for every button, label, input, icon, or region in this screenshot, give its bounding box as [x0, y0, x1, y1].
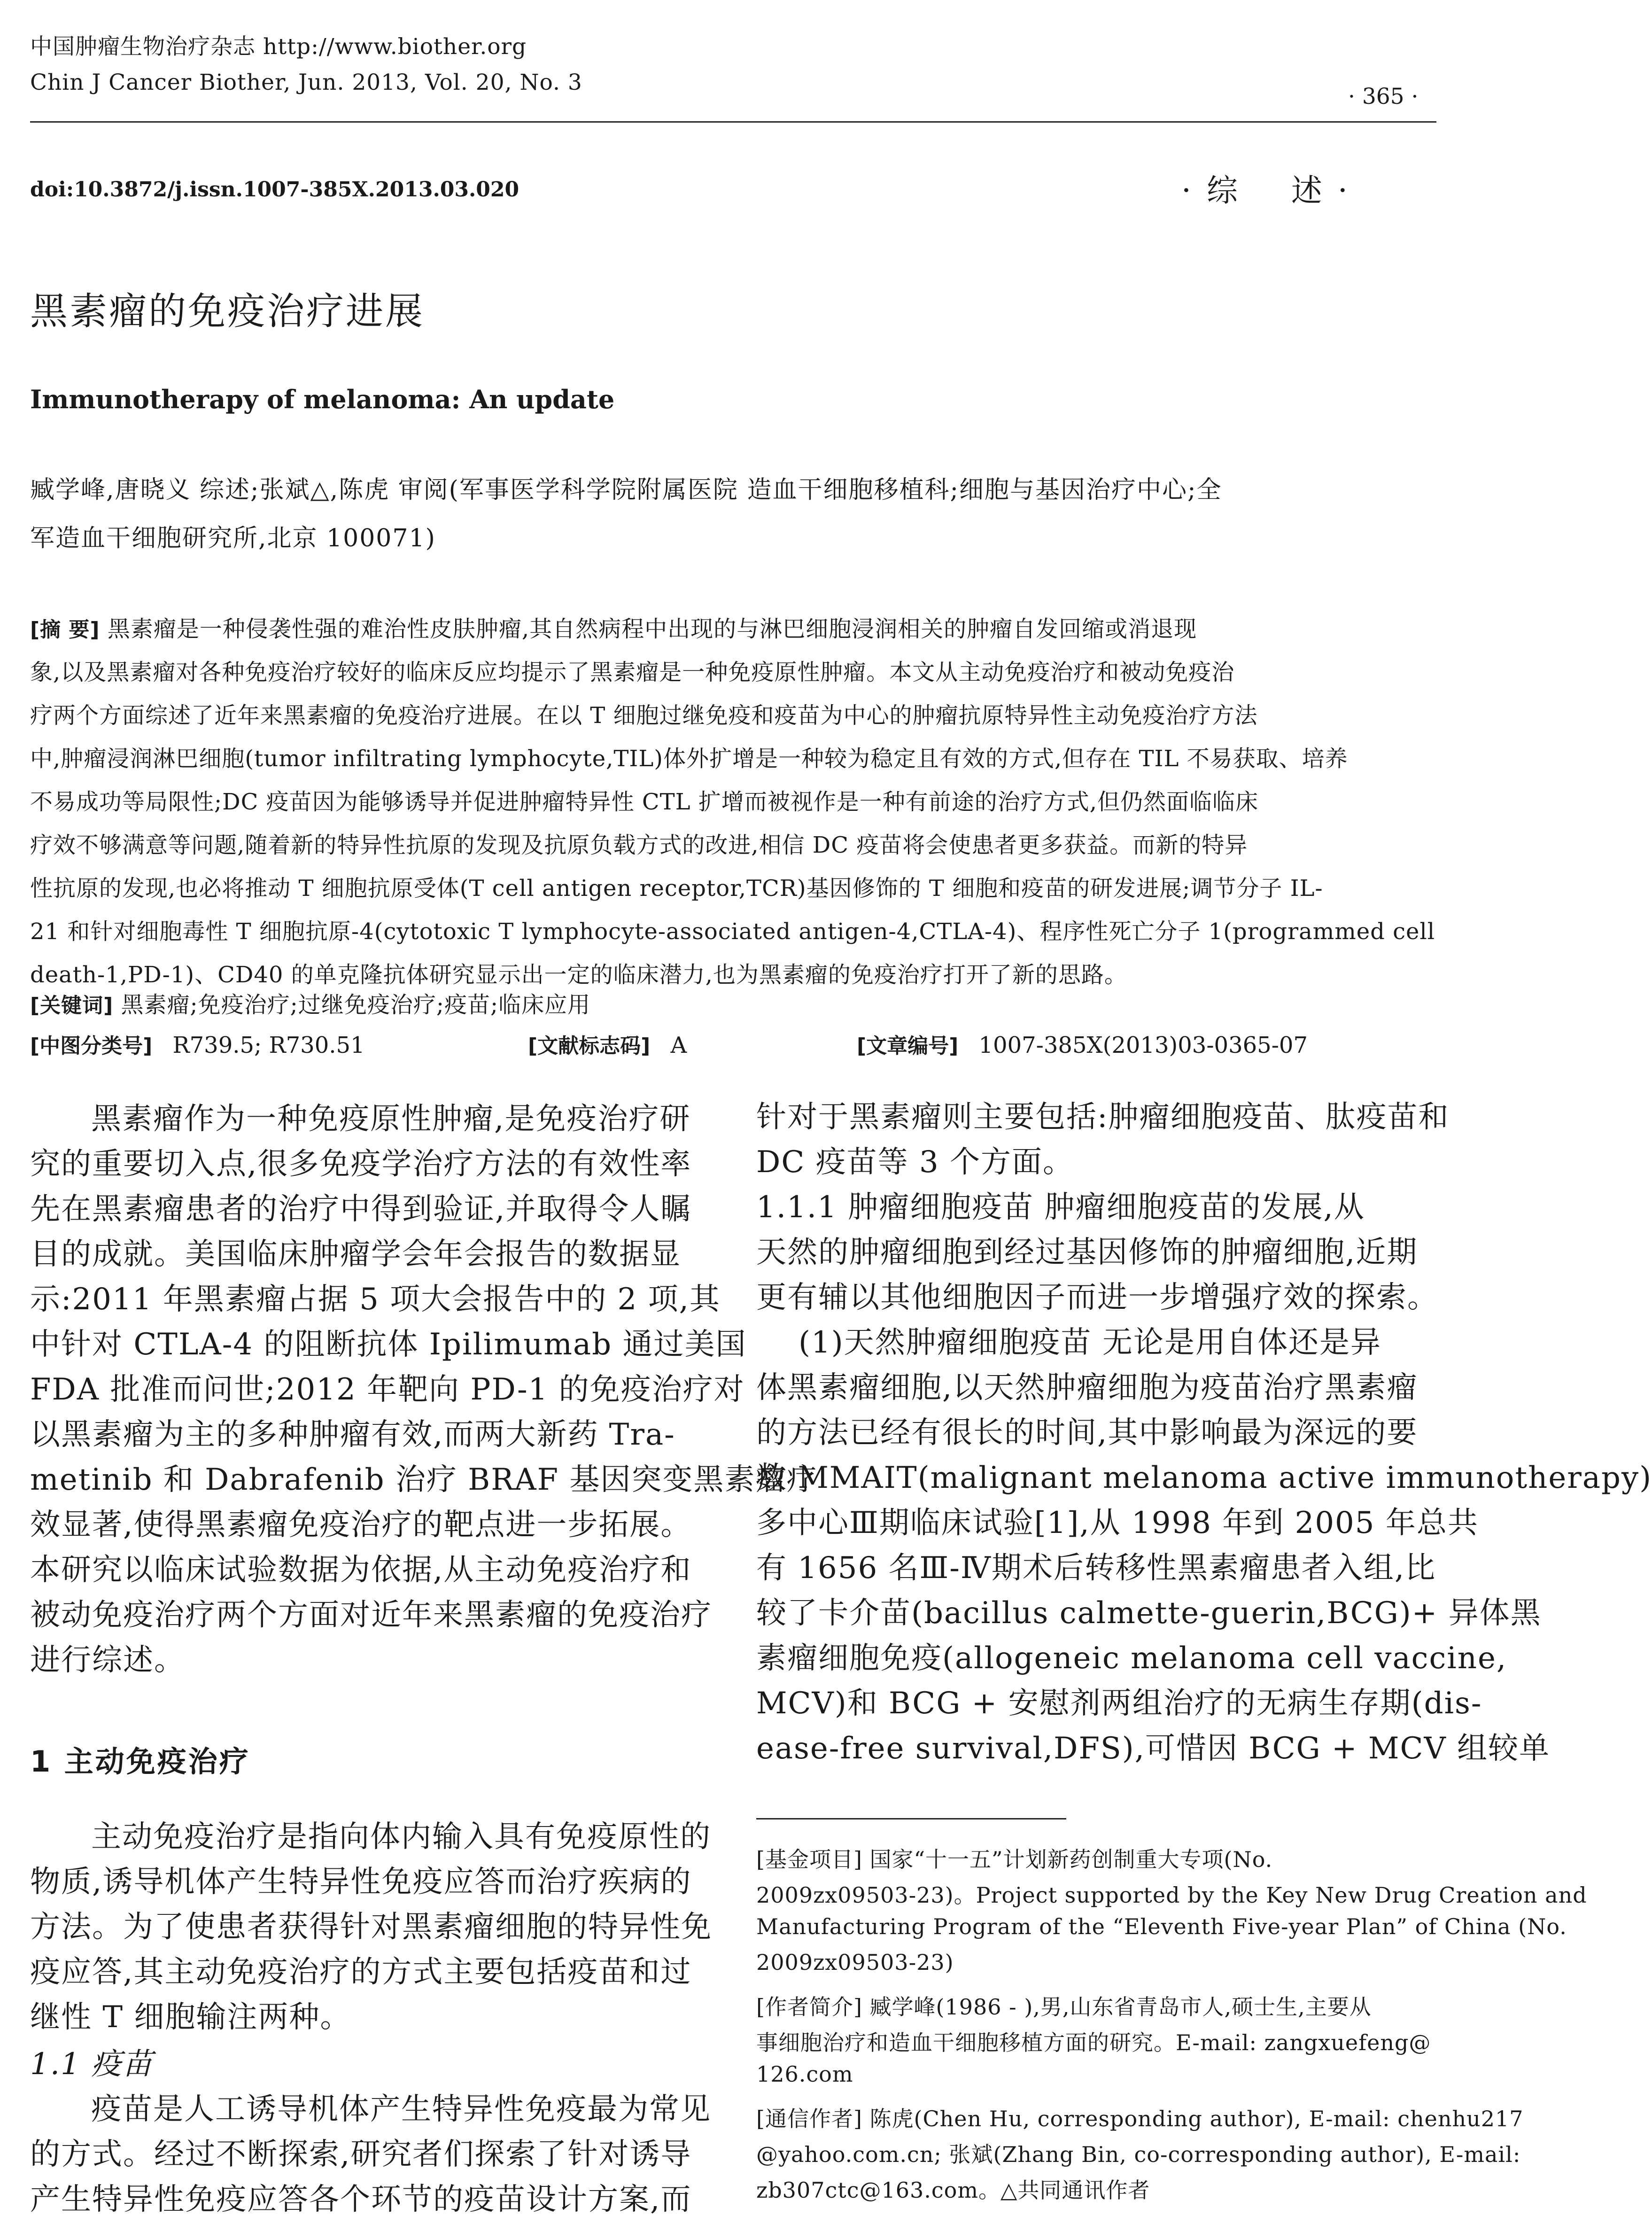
body-line: 素瘤细胞免疫(allogeneic melanoma cell vaccine,: [756, 1641, 1507, 1676]
body-line: 疫苗是人工诱导机体产生特异性免疫最为常见: [91, 2092, 711, 2127]
abstract-line: 不易成功等局限性;DC 疫苗因为能够诱导并促进肿瘤特异性 CTL 扩增而被视作是一种有前途的治疗方式,但仍然面临临床: [30, 789, 1259, 815]
subsection-line: 1.1.1 肿瘤细胞疫苗 肿瘤细胞疫苗的发展,从: [756, 1190, 1365, 1225]
body-line: 示:2011 年黑素瘤占据 5 项大会报告中的 2 项,其: [30, 1282, 721, 1317]
journal-citation-en: Chin J Cancer Biother, Jun. 2013, Vol. 20, No. 3: [30, 70, 582, 95]
body-line: 针对于黑素瘤则主要包括:肿瘤细胞疫苗、肽疫苗和: [756, 1100, 1450, 1135]
section-heading-1: 1 主动免疫治疗: [30, 1744, 250, 1779]
abstract-line: 性抗原的发现,也必将推动 T 细胞抗原受体(T cell antigen receptor,TCR)基因修饰的 T 细胞和疫苗的研发进展;调节分子 IL-: [30, 875, 1323, 902]
footnote-line: 126.com: [756, 2061, 853, 2087]
body-line: 究的重要切入点,很多免疫学治疗方法的有效性率: [30, 1147, 692, 1182]
footnote-line: zb307ctc@163.com。△共同通讯作者: [756, 2177, 1150, 2203]
body-line: DC 疫苗等 3 个方面。: [756, 1145, 1074, 1180]
body-line: 数 MMAIT(malignant melanoma active immunotherapy): [756, 1461, 1652, 1495]
abstract-line: 疗效不够满意等问题,随着新的特异性抗原的发现及抗原负载方式的改进,相信 DC 疫苗将会使患者更多获益。而新的特异: [30, 832, 1248, 858]
footnote-line: [通信作者] 陈虎(Chen Hu, corresponding author), E-mail: chenhu217: [756, 2106, 1524, 2131]
body-line: 继性 T 细胞输注两种。: [30, 2000, 351, 2035]
abstract-tag: [摘 要]: [30, 618, 100, 642]
abstract-line: 象,以及黑素瘤对各种免疫治疗较好的临床反应均提示了黑素瘤是一种免疫原性肿瘤。本文从主动免疫治疗和被动免疫治: [30, 659, 1235, 685]
body-line: 疫应答,其主动免疫治疗的方式主要包括疫苗和过: [30, 1955, 692, 1990]
body-line: 主动免疫治疗是指向体内输入具有免疫原性的: [91, 1819, 711, 1854]
section-heading-1-1: 1.1 疫苗: [30, 2047, 154, 2082]
body-line: (1)天然肿瘤细胞疫苗 无论是用自体还是异: [799, 1325, 1381, 1360]
footnote-line: 事细胞治疗和造血干细胞移植方面的研究。E-mail: zangxuefeng@: [756, 2030, 1431, 2055]
footnote-line: [基金项目] 国家“十一五”计划新药创制重大专项(No.: [756, 1847, 1273, 1872]
body-line: 更有辅以其他细胞因子而进一步增强疗效的探索。: [756, 1280, 1438, 1315]
body-line: 方法。为了使患者获得针对黑素瘤细胞的特异性免: [30, 1910, 712, 1944]
footnote-line: @yahoo.com.cn; 张斌(Zhang Bin, co-corresponding author), E-mail:: [756, 2142, 1521, 2167]
article-number-group: [857, 1029, 1308, 1059]
body-line: metinib 和 Dabrafenib 治疗 BRAF 基因突变黑素瘤疗: [30, 1462, 818, 1497]
body-line: MCV)和 BCG + 安慰剂两组治疗的无病生存期(dis-: [756, 1686, 1482, 1721]
abstract-line: 疗两个方面综述了近年来黑素瘤的免疫治疗进展。在以 T 细胞过继免疫和疫苗为中心的肿瘤抗原特异性主动免疫治疗方法: [30, 702, 1258, 729]
footnote-line: Manufacturing Program of the “Eleventh Five-year Plan” of China (No.: [756, 1914, 1567, 1939]
keywords-tag: [关键词]: [30, 994, 114, 1018]
body-line: 效显著,使得黑素瘤免疫治疗的靶点进一步拓展。: [30, 1508, 692, 1542]
body-line: 天然的肿瘤细胞到经过基因修饰的肿瘤细胞,近期: [756, 1235, 1418, 1270]
abstract-line: 21 和针对细胞毒性 T 细胞抗原-4(cytotoxic T lymphocyte-associated antigen-4,CTLA-4)、程序性死亡分子 1(programmed cell: [30, 918, 1435, 945]
abstract-text: 黑素瘤是一种侵袭性强的难治性皮肤肿瘤,其自然病程中出现的与淋巴细胞浸润相关的肿瘤自发回缩或消退现: [107, 616, 1197, 642]
abstract-line: [30, 611, 1197, 643]
article-number-tag: [文章编号]: [857, 1034, 959, 1058]
keywords: [30, 987, 590, 1019]
footnote-line: 2009zx09503-23)。Project supported by the Key New Drug Creation and: [756, 1882, 1587, 1908]
body-line: 物质,诱导机体产生特异性免疫应答而治疗疾病的: [30, 1865, 692, 1899]
clc-tag: [中图分类号]: [30, 1034, 153, 1058]
body-line: 产生特异性免疫应答各个环节的疫苗设计方案,而: [30, 2182, 692, 2217]
body-line: 以黑素瘤为主的多种肿瘤有效,而两大新药 Tra-: [30, 1417, 675, 1452]
body-line: 的方法已经有很长的时间,其中影响最为深远的要: [756, 1415, 1418, 1450]
page-number: · 365 ·: [1348, 84, 1419, 109]
body-line: 中针对 CTLA-4 的阻断抗体 Ipilimumab 通过美国: [30, 1327, 747, 1362]
section-tag: · 综 述 ·: [1181, 172, 1350, 209]
body-line: 黑素瘤作为一种免疫原性肿瘤,是免疫治疗研: [91, 1102, 691, 1136]
abstract-line: death-1,PD-1)、CD40 的单克隆抗体研究显示出一定的临床潜力,也为黑素瘤的免疫治疗打开了新的思路。: [30, 962, 1127, 988]
footnote-line: 2009zx09503-23): [756, 1950, 954, 1975]
journal-name-zh: 中国肿瘤生物治疗杂志 http://www.biother.org: [30, 34, 527, 60]
body-line: ease-free survival,DFS),可惜因 BCG + MCV 组较单: [756, 1731, 1551, 1766]
doc-code-value: A: [670, 1032, 687, 1058]
body-line: 多中心Ⅲ期临床试验[1],从 1998 年到 2005 年总共: [756, 1506, 1479, 1540]
body-line: 先在黑素瘤患者的治疗中得到验证,并取得令人瞩: [30, 1192, 692, 1227]
article-title-en: Immunotherapy of melanoma: An update: [30, 384, 615, 414]
article-title-zh: 黑素瘤的免疫治疗进展: [30, 289, 425, 333]
header-divider: [30, 121, 1436, 123]
footnote-divider: [756, 1818, 1066, 1819]
body-line: 进行综述。: [30, 1643, 185, 1678]
authors-line: 军造血干细胞研究所,北京 100071): [30, 524, 436, 552]
body-line: 的方式。经过不断探索,研究者们探索了针对诱导: [30, 2137, 692, 2172]
authors-line: 臧学峰,唐晓义 综述;张斌△,陈虎 审阅(军事医学科学院附属医院 造血干细胞移植科;细胞与基因治疗中心;全: [30, 476, 1222, 504]
body-line: 体黑素瘤细胞,以天然肿瘤细胞为疫苗治疗黑素瘤: [756, 1370, 1418, 1405]
body-line: 被动免疫治疗两个方面对近年来黑素瘤的免疫治疗: [30, 1598, 712, 1633]
footnote-line: [作者简介] 臧学峰(1986 - ),男,山东省青岛市人,硕士生,主要从: [756, 1994, 1372, 2020]
doc-code-group: [528, 1029, 687, 1059]
body-line: FDA 批准而问世;2012 年靶向 PD-1 的免疫治疗对: [30, 1372, 745, 1407]
clc-group: [30, 1029, 365, 1059]
body-line: 较了卡介苗(bacillus calmette-guerin,BCG)+ 异体黑: [756, 1596, 1542, 1631]
keywords-text: 黑素瘤;免疫治疗;过继免疫治疗;疫苗;临床应用: [121, 992, 591, 1018]
article-number-value: 1007-385X(2013)03-0365-07: [978, 1032, 1308, 1058]
doc-code-tag: [文献标志码]: [528, 1034, 651, 1058]
clc-value: R739.5; R730.51: [172, 1032, 365, 1058]
abstract-line: 中,肿瘤浸润淋巴细胞(tumor infiltrating lymphocyte,TIL)体外扩增是一种较为稳定且有效的方式,但存在 TIL 不易获取、培养: [30, 746, 1348, 772]
body-line: 本研究以临床试验数据为依据,从主动免疫治疗和: [30, 1553, 692, 1587]
doi: doi:10.3872/j.issn.1007-385X.2013.03.020: [30, 178, 520, 202]
body-line: 目的成就。美国临床肿瘤学会年会报告的数据显: [30, 1237, 681, 1272]
body-line: 有 1656 名Ⅲ-Ⅳ期术后转移性黑素瘤患者入组,比: [756, 1551, 1436, 1586]
authors-affiliation: [30, 466, 1436, 563]
